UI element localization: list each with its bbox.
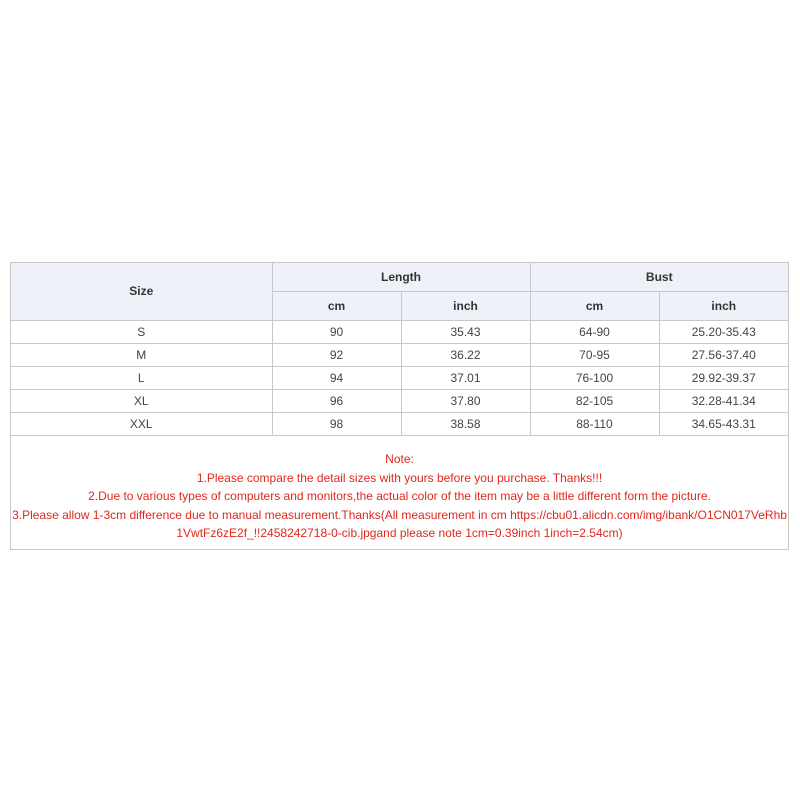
bust-inch-cell: 34.65-43.31 [659, 413, 788, 436]
note-line-2: 2.Due to various types of computers and monitors,the actual color of the item may be a little different form the picture. [88, 489, 711, 503]
bust-inch-cell: 25.20-35.43 [659, 321, 788, 344]
bust-inch-cell: 29.92-39.37 [659, 367, 788, 390]
length-group-header: Length [272, 263, 530, 292]
size-cell: S [11, 321, 272, 344]
size-chart [10, 262, 789, 550]
length-inch-cell: 35.43 [401, 321, 530, 344]
note-line-1: 1.Please compare the detail sizes with yours before you purchase. Thanks!!! [196, 470, 603, 485]
notes-heading: Note: [385, 452, 414, 466]
length-cm-cell: 96 [272, 390, 401, 413]
bust-inch-cell: 32.28-41.34 [659, 390, 788, 413]
length-cm-cell: 92 [272, 344, 401, 367]
size-cell: L [11, 367, 272, 390]
table-row [11, 344, 788, 367]
length-cm-cell: 98 [272, 413, 401, 436]
length-inch-cell: 36.22 [401, 344, 530, 367]
bust-inch-cell: 27.56-37.40 [659, 344, 788, 367]
length-inch-header: inch [401, 292, 530, 321]
bust-cm-cell: 70-95 [530, 344, 659, 367]
length-inch-cell: 37.80 [401, 390, 530, 413]
table-row [11, 390, 788, 413]
bust-cm-cell: 82-105 [530, 390, 659, 413]
size-table [11, 263, 788, 436]
length-inch-cell: 38.58 [401, 413, 530, 436]
length-inch-cell: 37.01 [401, 367, 530, 390]
length-cm-cell: 90 [272, 321, 401, 344]
size-column-header: Size [11, 263, 272, 321]
size-cell: M [11, 344, 272, 367]
table-header-row [11, 263, 788, 292]
size-cell: XL [11, 390, 272, 413]
length-cm-header: cm [272, 292, 401, 321]
note-line-3: 3.Please allow 1-3cm difference due to manual measurement.Thanks(All measurement in cm https://cbu01.alicdn.com/img/ibank/O1CN017VeRhb1VwtFz6zE2f_!!2458242718-0-cib.jpgand please note 1cm=0.39inch 1inch=2.54cm) [12, 507, 787, 540]
bust-cm-cell: 88-110 [530, 413, 659, 436]
bust-cm-cell: 64-90 [530, 321, 659, 344]
notes-section [11, 436, 788, 549]
bust-cm-cell: 76-100 [530, 367, 659, 390]
size-cell: XXL [11, 413, 272, 436]
table-row [11, 413, 788, 436]
table-row [11, 321, 788, 344]
bust-inch-header: inch [659, 292, 788, 321]
bust-group-header: Bust [530, 263, 788, 292]
bust-cm-header: cm [530, 292, 659, 321]
table-row [11, 367, 788, 390]
length-cm-cell: 94 [272, 367, 401, 390]
